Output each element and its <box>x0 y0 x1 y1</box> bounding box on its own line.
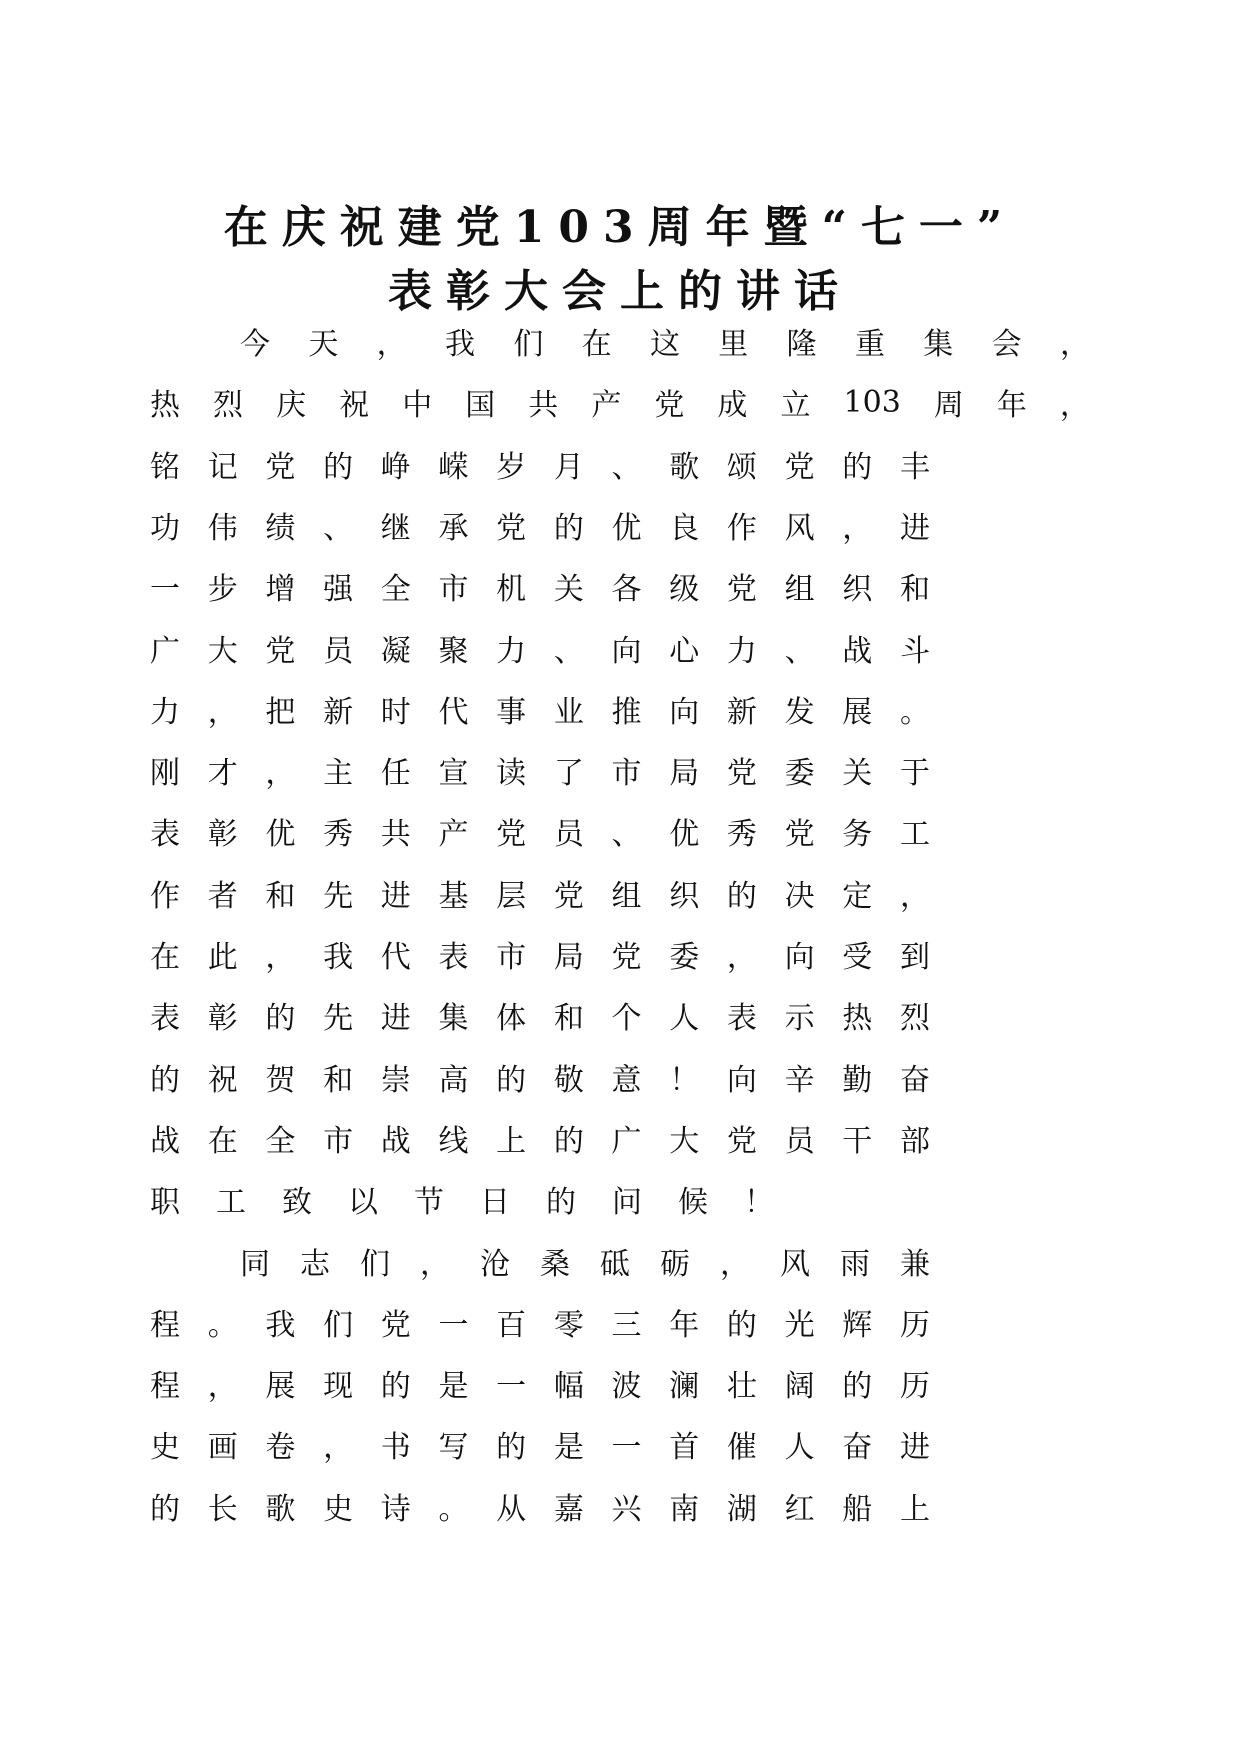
body-char: 力 <box>726 633 757 669</box>
body-char: 的 <box>726 878 757 914</box>
body-char: 在 <box>207 1123 238 1159</box>
body-char: 务 <box>842 817 873 853</box>
body-char: 年 <box>669 1307 700 1343</box>
body-char: 于 <box>899 756 930 792</box>
body-char: 产 <box>438 817 469 853</box>
body-char: 委 <box>784 756 815 792</box>
body-char: 市 <box>496 940 527 975</box>
body-char: 表 <box>150 1001 180 1037</box>
body-char: 事 <box>496 694 527 730</box>
body-char: 、 <box>323 510 354 546</box>
body-char: 作 <box>150 878 180 914</box>
body-char: 向 <box>611 633 642 669</box>
body-char: 。 <box>438 1491 469 1527</box>
body-char: 主 <box>323 756 354 792</box>
body-char: 表 <box>438 940 469 975</box>
body-char: 年 <box>996 388 1027 424</box>
body-char: 人 <box>669 1001 700 1037</box>
body-char: 红 <box>784 1491 815 1527</box>
body-char: 铭 <box>150 449 180 485</box>
body-char: 庆 <box>276 388 307 424</box>
body-char: 市 <box>438 572 469 608</box>
body-char: 党 <box>726 756 757 792</box>
body-char: 的 <box>380 1369 411 1405</box>
body-char: 问 <box>612 1185 642 1221</box>
body-char: 表 <box>150 817 180 853</box>
body-char: 奋 <box>842 1430 873 1466</box>
body-char: 大 <box>207 633 238 669</box>
body-char: 画 <box>207 1430 238 1466</box>
body-char: 个 <box>611 1001 642 1037</box>
body-char: 一 <box>438 1307 469 1343</box>
body-char: 壮 <box>726 1369 757 1405</box>
body-line <box>150 871 930 915</box>
body-char: 斗 <box>899 633 930 669</box>
body-char: 先 <box>323 878 354 914</box>
body-char: 、 <box>611 449 642 485</box>
body-char: 党 <box>654 388 685 424</box>
body-char: 凝 <box>380 633 411 669</box>
body-char: 在 <box>581 327 612 362</box>
body-char: 史 <box>323 1491 354 1527</box>
body-char: ， <box>265 940 296 975</box>
body-char: 砥 <box>600 1246 630 1282</box>
body-char: 党 <box>611 940 642 975</box>
body-char: 崇 <box>380 1062 411 1098</box>
body-char: 心 <box>669 633 700 669</box>
body-char: 书 <box>380 1430 411 1466</box>
body-char: 历 <box>899 1369 930 1405</box>
body-char: 广 <box>150 633 180 669</box>
body-char: 辉 <box>842 1307 873 1343</box>
body-char: 雨 <box>840 1246 870 1282</box>
body-char: ， <box>376 327 407 362</box>
body-char: 热 <box>150 388 180 424</box>
body-char: 船 <box>842 1491 873 1527</box>
body-char: 展 <box>265 1369 296 1405</box>
body-char: 集 <box>923 327 954 362</box>
body-char: 力 <box>496 633 527 669</box>
body-char: 成 <box>717 388 748 424</box>
body-char: 103 <box>843 384 901 420</box>
body-char: 线 <box>438 1123 469 1159</box>
body-char: 桑 <box>540 1246 570 1282</box>
body-char: 、 <box>553 633 584 669</box>
body-char: 诗 <box>380 1491 411 1527</box>
body-char: 志 <box>300 1246 330 1282</box>
body-char: 的 <box>842 1369 873 1405</box>
body-char: 业 <box>553 694 584 730</box>
body-char: 职 <box>150 1185 180 1221</box>
body-line <box>150 1361 930 1405</box>
body-char: 和 <box>323 1062 354 1098</box>
body-line <box>150 932 930 976</box>
body-char: 的 <box>496 1062 527 1098</box>
body-char: 。 <box>207 1307 238 1343</box>
body-char: 到 <box>899 940 930 975</box>
body-char: ！ <box>669 1062 700 1098</box>
body-char: 关 <box>553 572 584 608</box>
body-char: 澜 <box>669 1369 700 1405</box>
body-char: 们 <box>323 1307 354 1343</box>
body-char: 一 <box>611 1430 642 1466</box>
body-char: 党 <box>265 633 296 669</box>
body-char: 级 <box>669 572 700 608</box>
body-char: ， <box>1059 327 1090 362</box>
body-char: 作 <box>726 510 757 546</box>
body-line <box>150 748 930 792</box>
body-line <box>150 442 930 486</box>
body-line <box>150 1422 930 1466</box>
body-char: 体 <box>496 1001 527 1037</box>
body-char: 我 <box>444 327 475 362</box>
body-char: 党 <box>784 449 815 485</box>
body-char: 发 <box>784 694 815 730</box>
body-char: 产 <box>591 388 622 424</box>
body-line <box>150 809 930 853</box>
body-char: 、 <box>611 817 642 853</box>
body-char: 进 <box>380 1001 411 1037</box>
body-char: 的 <box>265 1001 296 1037</box>
body-char: 党 <box>380 1307 411 1343</box>
body-line <box>150 626 930 670</box>
body-char: 此 <box>207 940 238 975</box>
body-char: 定 <box>842 878 873 914</box>
body-char: 战 <box>150 1123 180 1159</box>
body-char: 这 <box>649 327 680 362</box>
body-char: 全 <box>265 1123 296 1159</box>
body-char: 湖 <box>726 1491 757 1527</box>
body-char: ， <box>323 1430 354 1466</box>
body-char: 委 <box>669 940 700 975</box>
body-char: 史 <box>150 1430 180 1466</box>
body-char: 新 <box>726 694 757 730</box>
body-char: 党 <box>726 1123 757 1159</box>
body-char: 嵘 <box>438 449 469 485</box>
body-char: 组 <box>611 878 642 914</box>
body-line <box>150 564 930 608</box>
body-line <box>150 1055 930 1099</box>
body-char: 战 <box>842 633 873 669</box>
body-char: 是 <box>438 1369 469 1405</box>
body-char: 的 <box>150 1062 180 1098</box>
body-char: ， <box>207 1369 238 1405</box>
body-char: ， <box>726 940 757 975</box>
body-char: 从 <box>496 1491 527 1527</box>
body-char: ， <box>265 756 296 792</box>
body-char: 展 <box>842 694 873 730</box>
body-char: 兼 <box>900 1246 930 1282</box>
body-char: 岁 <box>496 449 527 485</box>
body-char: 局 <box>669 756 700 792</box>
body-char: 的 <box>150 1491 180 1527</box>
body-char: 共 <box>528 388 559 424</box>
body-char: 奋 <box>899 1062 930 1098</box>
body-char: 零 <box>553 1307 584 1343</box>
body-char: 表 <box>726 1001 757 1037</box>
body-char: 向 <box>669 694 700 730</box>
body-char: ！ <box>744 1185 774 1221</box>
body-char: 员 <box>784 1123 815 1159</box>
body-char: 周 <box>933 388 964 424</box>
body-char: 决 <box>784 878 815 914</box>
body-char: 织 <box>669 878 700 914</box>
body-char: 党 <box>726 572 757 608</box>
body-char: 组 <box>784 572 815 608</box>
body-char: 把 <box>265 694 296 730</box>
document-title-line-1: 在庆祝建党103周年暨“七一” <box>223 202 1017 253</box>
body-char: 和 <box>553 1001 584 1037</box>
body-line <box>150 1177 810 1221</box>
body-char: 彰 <box>207 817 238 853</box>
body-char: 向 <box>784 940 815 975</box>
body-char: 代 <box>380 940 411 975</box>
body-char: ， <box>720 1246 750 1282</box>
body-char: 进 <box>380 878 411 914</box>
body-char: 部 <box>899 1123 930 1159</box>
body-char: 伟 <box>207 510 238 546</box>
body-char: 波 <box>611 1369 642 1405</box>
body-char: 先 <box>323 1001 354 1037</box>
body-char: 增 <box>265 572 296 608</box>
body-char: 局 <box>553 940 584 975</box>
body-char: 干 <box>842 1123 873 1159</box>
body-char: 们 <box>360 1246 390 1282</box>
body-char: 今 <box>240 327 270 362</box>
body-line <box>150 1116 930 1160</box>
body-char: 者 <box>207 878 238 914</box>
body-char: 中 <box>402 388 433 424</box>
body-char: 颂 <box>726 449 757 485</box>
body-char: 沧 <box>480 1246 510 1282</box>
body-char: 党 <box>496 817 527 853</box>
body-char: 风 <box>784 510 815 546</box>
body-char: 进 <box>899 510 930 546</box>
body-char: 祝 <box>339 388 370 424</box>
body-char: 新 <box>323 694 354 730</box>
body-char: 承 <box>438 510 469 546</box>
body-char: 秀 <box>726 817 757 853</box>
body-char: 程 <box>150 1369 180 1405</box>
body-line <box>150 1300 930 1344</box>
body-char: 的 <box>323 449 354 485</box>
body-char: 兴 <box>611 1491 642 1527</box>
body-char: 月 <box>553 449 584 485</box>
body-char: 党 <box>265 449 296 485</box>
body-line <box>150 993 930 1037</box>
body-char: 国 <box>465 388 496 424</box>
body-char: 的 <box>553 510 584 546</box>
body-char: 日 <box>480 1185 510 1221</box>
body-line <box>150 687 930 731</box>
body-line <box>240 319 1090 363</box>
body-char: 歌 <box>669 449 700 485</box>
body-char: 会 <box>991 327 1022 362</box>
body-char: 是 <box>553 1430 584 1466</box>
body-char: 幅 <box>553 1369 584 1405</box>
body-char: 全 <box>380 572 411 608</box>
body-char: 绩 <box>265 510 296 546</box>
body-char: 祝 <box>207 1062 238 1098</box>
body-char: 重 <box>854 327 885 362</box>
body-char: 热 <box>842 1001 873 1037</box>
body-char: 市 <box>611 756 642 792</box>
body-char: 一 <box>150 572 180 608</box>
body-char: 继 <box>380 510 411 546</box>
body-char: 和 <box>899 572 930 608</box>
body-char: 南 <box>669 1491 700 1527</box>
body-char: 员 <box>553 817 584 853</box>
body-char: ， <box>1059 388 1090 424</box>
body-char: 的 <box>496 1430 527 1466</box>
body-char: 党 <box>784 817 815 853</box>
body-char: 向 <box>726 1062 757 1098</box>
body-char: 彰 <box>207 1001 238 1037</box>
body-char: ， <box>420 1246 450 1282</box>
body-char: 党 <box>553 878 584 914</box>
body-char: 辛 <box>784 1062 815 1098</box>
body-char: 基 <box>438 878 469 914</box>
body-char: 推 <box>611 694 642 730</box>
body-char: 三 <box>611 1307 642 1343</box>
body-char: 烈 <box>899 1001 930 1037</box>
body-char: ， <box>899 878 930 914</box>
body-char: 刚 <box>150 756 180 792</box>
body-char: 长 <box>207 1491 238 1527</box>
body-char: ， <box>207 694 238 730</box>
body-char: 意 <box>611 1062 642 1098</box>
body-char: 广 <box>611 1123 642 1159</box>
body-char: ， <box>842 510 873 546</box>
body-char: 良 <box>669 510 700 546</box>
body-char: 市 <box>323 1123 354 1159</box>
body-char: 和 <box>265 878 296 914</box>
body-char: 我 <box>323 940 354 975</box>
body-char: 烈 <box>213 388 244 424</box>
body-line <box>150 503 930 547</box>
body-char: 各 <box>611 572 642 608</box>
document-title-line-2: 表彰大会上的讲话 <box>388 266 852 317</box>
body-char: 光 <box>784 1307 815 1343</box>
body-char: 才 <box>207 756 238 792</box>
body-char: 里 <box>718 327 749 362</box>
body-char: 敬 <box>553 1062 584 1098</box>
body-char: 的 <box>842 449 873 485</box>
body-char: 共 <box>380 817 411 853</box>
body-char: 关 <box>842 756 873 792</box>
body-char: 秀 <box>323 817 354 853</box>
body-char: 党 <box>496 510 527 546</box>
body-char: 机 <box>496 572 527 608</box>
body-char: 在 <box>150 940 180 975</box>
body-char: 读 <box>496 756 527 792</box>
body-char: 强 <box>323 572 354 608</box>
body-char: 力 <box>150 694 180 730</box>
body-char: 代 <box>438 694 469 730</box>
body-char: 人 <box>784 1430 815 1466</box>
body-char: 历 <box>899 1307 930 1343</box>
body-char: 织 <box>842 572 873 608</box>
body-char: 、 <box>784 633 815 669</box>
body-char: 上 <box>899 1491 930 1527</box>
body-char: 受 <box>842 940 873 975</box>
body-line <box>150 1484 930 1528</box>
body-char: 风 <box>780 1246 810 1282</box>
body-char: 层 <box>496 878 527 914</box>
body-char: 以 <box>348 1185 378 1221</box>
body-char: 的 <box>546 1185 576 1221</box>
body-char: 程 <box>150 1307 180 1343</box>
body-char: 集 <box>438 1001 469 1037</box>
body-char: 的 <box>553 1123 584 1159</box>
body-char: 我 <box>265 1307 296 1343</box>
body-line <box>150 380 1090 424</box>
body-char: 首 <box>669 1430 700 1466</box>
body-char: 优 <box>265 817 296 853</box>
body-char: 峥 <box>380 449 411 485</box>
body-char: 嘉 <box>553 1491 584 1527</box>
body-char: 们 <box>513 327 544 362</box>
body-char: 员 <box>323 633 354 669</box>
body-char: 优 <box>669 817 700 853</box>
body-char: 贺 <box>265 1062 296 1098</box>
body-char: 聚 <box>438 633 469 669</box>
body-char: 歌 <box>265 1491 296 1527</box>
body-char: 催 <box>726 1430 757 1466</box>
body-char: 立 <box>780 388 811 424</box>
body-char: 优 <box>611 510 642 546</box>
body-char: 的 <box>726 1307 757 1343</box>
body-char: 同 <box>240 1246 270 1282</box>
body-char: 砺 <box>660 1246 690 1282</box>
body-char: 阔 <box>784 1369 815 1405</box>
body-char: 节 <box>414 1185 444 1221</box>
body-char: 候 <box>678 1185 708 1221</box>
body-char: 高 <box>438 1062 469 1098</box>
body-char: 勤 <box>842 1062 873 1098</box>
body-char: 致 <box>282 1185 312 1221</box>
body-char: 任 <box>380 756 411 792</box>
body-char: 丰 <box>899 449 930 485</box>
body-char: 示 <box>784 1001 815 1037</box>
body-char: 隆 <box>786 327 817 362</box>
body-char: 宣 <box>438 756 469 792</box>
body-char: 工 <box>216 1185 246 1221</box>
body-char: 进 <box>899 1430 930 1466</box>
body-char: 上 <box>496 1123 527 1159</box>
body-char: 卷 <box>265 1430 296 1466</box>
body-char: 百 <box>496 1307 527 1343</box>
body-char: 战 <box>380 1123 411 1159</box>
body-char: 写 <box>438 1430 469 1466</box>
body-char: 天 <box>308 327 339 362</box>
body-char: 步 <box>207 572 238 608</box>
body-char: 记 <box>207 449 238 485</box>
body-char: 工 <box>899 817 930 853</box>
body-line <box>240 1239 930 1283</box>
body-char: 一 <box>496 1369 527 1405</box>
body-char: 时 <box>380 694 411 730</box>
body-char: 了 <box>553 756 584 792</box>
body-char: 大 <box>669 1123 700 1159</box>
body-char: 。 <box>899 694 930 730</box>
body-char: 现 <box>323 1369 354 1405</box>
body-char: 功 <box>150 510 180 546</box>
